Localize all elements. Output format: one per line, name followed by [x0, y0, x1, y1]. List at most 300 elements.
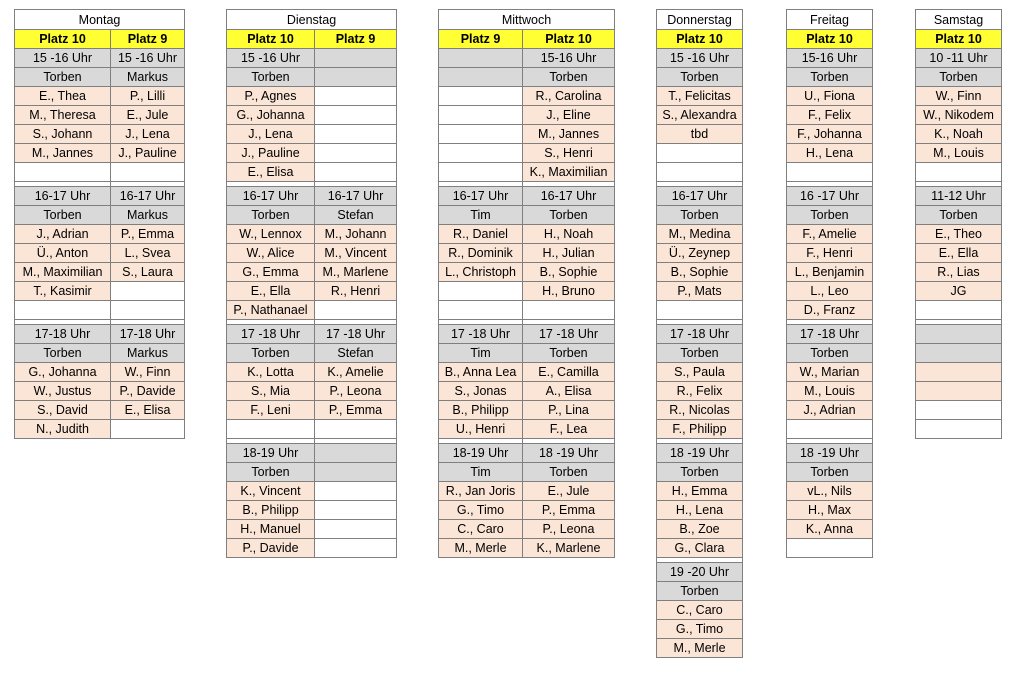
player-cell: F., Felix [787, 106, 873, 125]
schedule-row [15, 382, 185, 401]
player-cell: W., Finn [916, 87, 1002, 106]
empty-cell [916, 420, 1002, 439]
slot-header-cell: Torben [916, 206, 1002, 225]
schedule-row [439, 501, 615, 520]
slot-header-cell [439, 68, 523, 87]
schedule-row [787, 125, 873, 144]
schedule-row [657, 225, 743, 244]
schedule-row [657, 282, 743, 301]
slot-header-cell: Torben [227, 463, 315, 482]
player-cell [916, 363, 1002, 382]
schedule-row [15, 30, 185, 49]
empty-cell [439, 282, 523, 301]
empty-cell [111, 282, 185, 301]
schedule-row [787, 444, 873, 463]
schedule-row [15, 363, 185, 382]
schedule-row [227, 401, 397, 420]
player-cell: C., Caro [657, 601, 743, 620]
player-cell: K., Marlene [523, 539, 615, 558]
schedule-row [787, 539, 873, 558]
day-table-mittwoch [438, 9, 615, 558]
player-cell: U., Fiona [787, 87, 873, 106]
player-cell: P., Leona [523, 520, 615, 539]
schedule-row [227, 325, 397, 344]
empty-cell [787, 539, 873, 558]
player-cell: S., Mia [227, 382, 315, 401]
slot-header-cell: Torben [523, 68, 615, 87]
empty-cell [916, 163, 1002, 182]
schedule-row [439, 482, 615, 501]
court-header-cell: Platz 9 [439, 30, 523, 49]
schedule-row [657, 420, 743, 439]
player-cell: L., Leo [787, 282, 873, 301]
slot-header-cell: 16 -17 Uhr [787, 187, 873, 206]
day-title: Donnerstag [657, 10, 743, 30]
schedule-row [787, 325, 873, 344]
player-cell: K., Lotta [227, 363, 315, 382]
slot-header-cell: Stefan [315, 206, 397, 225]
schedule-row [439, 263, 615, 282]
player-cell: M., Medina [657, 225, 743, 244]
player-cell: F., Amelie [787, 225, 873, 244]
empty-cell [657, 144, 743, 163]
schedule-row [657, 382, 743, 401]
day-table-donnerstag [656, 9, 743, 658]
schedule-row [227, 444, 397, 463]
schedule-row [657, 401, 743, 420]
schedule-row [439, 444, 615, 463]
player-cell: Ü., Anton [15, 244, 111, 263]
schedule-row [439, 49, 615, 68]
schedule-row [916, 420, 1002, 439]
schedule-row [916, 106, 1002, 125]
player-cell: F., Johanna [787, 125, 873, 144]
schedule-row [227, 382, 397, 401]
player-cell: M., Jannes [523, 125, 615, 144]
schedule-row [227, 363, 397, 382]
slot-header-cell [315, 444, 397, 463]
slot-header-cell: 18 -19 Uhr [523, 444, 615, 463]
slot-header-cell: 18 -19 Uhr [657, 444, 743, 463]
court-header-cell: Platz 10 [657, 30, 743, 49]
schedule-row [227, 225, 397, 244]
player-cell: G., Johanna [15, 363, 111, 382]
slot-header-cell: Torben [523, 206, 615, 225]
slot-header-cell: 15-16 Uhr [787, 49, 873, 68]
slot-header-cell: Markus [111, 344, 185, 363]
schedule-row [916, 144, 1002, 163]
schedule-row [657, 68, 743, 87]
schedule-row [15, 301, 185, 320]
slot-header-cell: 15 -16 Uhr [111, 49, 185, 68]
schedule-row [657, 601, 743, 620]
player-cell: B., Sophie [657, 263, 743, 282]
player-cell: S., Johann [15, 125, 111, 144]
schedule-row [439, 382, 615, 401]
slot-header-cell: Torben [227, 68, 315, 87]
schedule-row [787, 144, 873, 163]
schedule-row [787, 501, 873, 520]
schedule-row [439, 463, 615, 482]
schedule-row [15, 125, 185, 144]
schedule-row [15, 225, 185, 244]
court-header-cell: Platz 9 [111, 30, 185, 49]
slot-header-cell: Torben [787, 344, 873, 363]
day-table-dienstag [226, 9, 397, 558]
empty-cell [315, 482, 397, 501]
slot-header-cell: Torben [15, 344, 111, 363]
schedule-row [15, 282, 185, 301]
player-cell: D., Franz [787, 301, 873, 320]
schedule-row [657, 30, 743, 49]
slot-header-cell [315, 463, 397, 482]
player-cell: H., Julian [523, 244, 615, 263]
empty-cell [315, 501, 397, 520]
schedule-row [787, 49, 873, 68]
schedule-row [657, 244, 743, 263]
player-cell: H., Noah [523, 225, 615, 244]
player-cell: E., Ella [227, 282, 315, 301]
court-header-cell: Platz 10 [787, 30, 873, 49]
schedule-row [787, 463, 873, 482]
schedule-row [916, 344, 1002, 363]
empty-cell [439, 144, 523, 163]
schedule-row [916, 225, 1002, 244]
slot-header-cell: Markus [111, 68, 185, 87]
player-cell: P., Lilli [111, 87, 185, 106]
slot-header-cell: 16-17 Uhr [15, 187, 111, 206]
empty-cell [315, 163, 397, 182]
player-cell: P., Emma [111, 225, 185, 244]
player-cell: S., Alexandra [657, 106, 743, 125]
schedule-row [227, 263, 397, 282]
schedule-row [439, 87, 615, 106]
player-cell: B., Anna Lea [439, 363, 523, 382]
player-cell: T., Felicitas [657, 87, 743, 106]
player-cell: W., Alice [227, 244, 315, 263]
slot-header-cell: 17-18 Uhr [111, 325, 185, 344]
schedule-row [439, 401, 615, 420]
schedule-row [916, 49, 1002, 68]
schedule-row [657, 206, 743, 225]
empty-cell [439, 301, 523, 320]
slot-header-cell: Torben [657, 206, 743, 225]
schedule-row [657, 582, 743, 601]
empty-cell [787, 420, 873, 439]
player-cell [916, 382, 1002, 401]
schedule-row [787, 68, 873, 87]
schedule-row [439, 187, 615, 206]
slot-header-cell: 15 -16 Uhr [15, 49, 111, 68]
slot-header-cell: Markus [111, 206, 185, 225]
day-table-samstag [915, 9, 1002, 439]
slot-header-cell: 17 -18 Uhr [787, 325, 873, 344]
slot-header-cell: 16-17 Uhr [111, 187, 185, 206]
schedule-row [227, 87, 397, 106]
player-cell: B., Zoe [657, 520, 743, 539]
slot-header-cell: Torben [916, 68, 1002, 87]
slot-header-cell: 17 -18 Uhr [315, 325, 397, 344]
empty-cell [315, 520, 397, 539]
schedule-row [15, 106, 185, 125]
schedule-row [227, 420, 397, 439]
player-cell: vL., Nils [787, 482, 873, 501]
schedule-row [916, 87, 1002, 106]
player-cell: L., Benjamin [787, 263, 873, 282]
schedule-row [439, 282, 615, 301]
schedule-row [439, 325, 615, 344]
empty-cell [916, 301, 1002, 320]
slot-header-cell: 16-17 Uhr [439, 187, 523, 206]
schedule-row [787, 482, 873, 501]
slot-header-cell: Tim [439, 463, 523, 482]
slot-header-cell [315, 49, 397, 68]
day-title: Freitag [787, 10, 873, 30]
schedule-row [916, 382, 1002, 401]
slot-header-cell: Torben [523, 344, 615, 363]
empty-cell [315, 87, 397, 106]
schedule-row [657, 301, 743, 320]
empty-cell [439, 87, 523, 106]
player-cell: A., Elisa [523, 382, 615, 401]
day-title: Mittwoch [439, 10, 615, 30]
schedule-row [657, 187, 743, 206]
schedule-row [15, 263, 185, 282]
player-cell: W., Nikodem [916, 106, 1002, 125]
player-cell: JG [916, 282, 1002, 301]
player-cell: S., Laura [111, 263, 185, 282]
slot-header-cell [916, 344, 1002, 363]
player-cell: R., Felix [657, 382, 743, 401]
slot-header-cell: 15 -16 Uhr [227, 49, 315, 68]
player-cell: R., Dominik [439, 244, 523, 263]
schedule-row [15, 206, 185, 225]
court-header-cell: Platz 10 [15, 30, 111, 49]
player-cell: H., Bruno [523, 282, 615, 301]
slot-header-cell: Torben [523, 463, 615, 482]
schedule-row [916, 401, 1002, 420]
schedule-row [15, 401, 185, 420]
schedule-row [227, 30, 397, 49]
empty-cell [657, 301, 743, 320]
player-cell: H., Emma [657, 482, 743, 501]
schedule-row [787, 520, 873, 539]
slot-header-cell: 18-19 Uhr [227, 444, 315, 463]
slot-header-cell: Torben [15, 206, 111, 225]
player-cell: R., Henri [315, 282, 397, 301]
player-cell: Ü., Zeynep [657, 244, 743, 263]
player-cell: K., Anna [787, 520, 873, 539]
day-title: Montag [15, 10, 185, 30]
schedule-row [439, 144, 615, 163]
empty-cell [315, 420, 397, 439]
player-cell: F., Lea [523, 420, 615, 439]
schedule-row [15, 244, 185, 263]
player-cell: R., Lias [916, 263, 1002, 282]
schedule-row [15, 144, 185, 163]
slot-header-cell: 19 -20 Uhr [657, 563, 743, 582]
player-cell: M., Jannes [15, 144, 111, 163]
schedule-row [15, 344, 185, 363]
schedule-row [227, 163, 397, 182]
player-cell: W., Justus [15, 382, 111, 401]
schedule-row [916, 206, 1002, 225]
schedule-row [787, 401, 873, 420]
player-cell: W., Finn [111, 363, 185, 382]
player-cell: J., Lena [227, 125, 315, 144]
empty-cell [657, 163, 743, 182]
slot-header-cell [315, 68, 397, 87]
schedule-row [916, 30, 1002, 49]
empty-cell [315, 106, 397, 125]
schedule-row [227, 301, 397, 320]
schedule-row [657, 639, 743, 658]
schedule-row [227, 463, 397, 482]
slot-header-cell: 17 -18 Uhr [523, 325, 615, 344]
player-cell: P., Leona [315, 382, 397, 401]
slot-header-cell: Torben [787, 206, 873, 225]
schedule-row [787, 282, 873, 301]
player-cell: P., Nathanael [227, 301, 315, 320]
schedule-row [657, 344, 743, 363]
schedule-row [657, 520, 743, 539]
day-title: Dienstag [227, 10, 397, 30]
player-cell: M., Merle [657, 639, 743, 658]
schedule-row [787, 163, 873, 182]
schedule-row [657, 106, 743, 125]
player-cell: K., Amelie [315, 363, 397, 382]
player-cell: J., Lena [111, 125, 185, 144]
schedule-row [657, 125, 743, 144]
slot-header-cell: Tim [439, 206, 523, 225]
player-cell: M., Theresa [15, 106, 111, 125]
player-cell: tbd [657, 125, 743, 144]
slot-header-cell: 15 -16 Uhr [657, 49, 743, 68]
player-cell: E., Thea [15, 87, 111, 106]
player-cell: R., Jan Joris [439, 482, 523, 501]
player-cell: G., Emma [227, 263, 315, 282]
empty-cell [315, 539, 397, 558]
schedule-row [916, 301, 1002, 320]
player-cell: J., Adrian [787, 401, 873, 420]
schedule-row [787, 225, 873, 244]
slot-header-cell: 17 -18 Uhr [227, 325, 315, 344]
player-cell: P., Agnes [227, 87, 315, 106]
player-cell: P., Lina [523, 401, 615, 420]
empty-cell [111, 163, 185, 182]
court-header-cell: Platz 10 [916, 30, 1002, 49]
schedule-row [787, 344, 873, 363]
slot-header-cell: Stefan [315, 344, 397, 363]
schedule-row [657, 363, 743, 382]
schedule-row [787, 363, 873, 382]
schedule-row [227, 187, 397, 206]
player-cell: P., Emma [315, 401, 397, 420]
schedule-row [227, 68, 397, 87]
schedule-row [787, 187, 873, 206]
schedule-row [439, 520, 615, 539]
player-cell: P., Emma [523, 501, 615, 520]
schedule-row [227, 501, 397, 520]
schedule-row [657, 263, 743, 282]
schedule-row [657, 539, 743, 558]
schedule-row [657, 49, 743, 68]
schedule-row [916, 68, 1002, 87]
player-cell: M., Vincent [315, 244, 397, 263]
slot-header-cell: 17 -18 Uhr [657, 325, 743, 344]
schedule-row [657, 325, 743, 344]
player-cell: G., Timo [439, 501, 523, 520]
schedule-row [227, 206, 397, 225]
schedule-row [657, 163, 743, 182]
player-cell: M., Johann [315, 225, 397, 244]
empty-cell [916, 401, 1002, 420]
schedule-row [15, 49, 185, 68]
slot-header-cell: Torben [657, 344, 743, 363]
schedule-row [916, 363, 1002, 382]
day-table-freitag [786, 9, 873, 558]
schedule-row [15, 163, 185, 182]
empty-cell [227, 420, 315, 439]
player-cell: R., Carolina [523, 87, 615, 106]
player-cell: R., Nicolas [657, 401, 743, 420]
schedule-row [787, 382, 873, 401]
slot-header-cell: 10 -11 Uhr [916, 49, 1002, 68]
schedule-row [787, 106, 873, 125]
player-cell: G., Clara [657, 539, 743, 558]
court-header-cell: Platz 10 [227, 30, 315, 49]
schedule-row [439, 225, 615, 244]
player-cell: G., Timo [657, 620, 743, 639]
slot-header-cell: 16-17 Uhr [657, 187, 743, 206]
schedule-row [439, 244, 615, 263]
schedule-row [15, 68, 185, 87]
schedule-row [787, 301, 873, 320]
slot-header-cell: 16-17 Uhr [227, 187, 315, 206]
slot-header-cell: 18-19 Uhr [439, 444, 523, 463]
schedule-row [227, 520, 397, 539]
player-cell: P., Davide [227, 539, 315, 558]
player-cell: K., Noah [916, 125, 1002, 144]
schedule-row [227, 282, 397, 301]
empty-cell [523, 301, 615, 320]
court-header-cell: Platz 9 [315, 30, 397, 49]
empty-cell [315, 301, 397, 320]
player-cell: E., Camilla [523, 363, 615, 382]
schedule-row [787, 244, 873, 263]
player-cell: M., Merle [439, 539, 523, 558]
schedule-row [439, 363, 615, 382]
schedule-row [657, 563, 743, 582]
player-cell: M., Louis [787, 382, 873, 401]
schedule-row [439, 206, 615, 225]
player-cell: F., Philipp [657, 420, 743, 439]
player-cell: J., Eline [523, 106, 615, 125]
player-cell: J., Pauline [227, 144, 315, 163]
player-cell: S., Henri [523, 144, 615, 163]
player-cell: N., Judith [15, 420, 111, 439]
schedule-row [439, 163, 615, 182]
schedule-row [916, 125, 1002, 144]
schedule-row [657, 620, 743, 639]
slot-header-cell: 16-17 Uhr [523, 187, 615, 206]
slot-header-cell: Tim [439, 344, 523, 363]
schedule-row [227, 482, 397, 501]
schedule-row [439, 68, 615, 87]
schedule-row [439, 539, 615, 558]
schedule-row [657, 501, 743, 520]
empty-cell [111, 301, 185, 320]
